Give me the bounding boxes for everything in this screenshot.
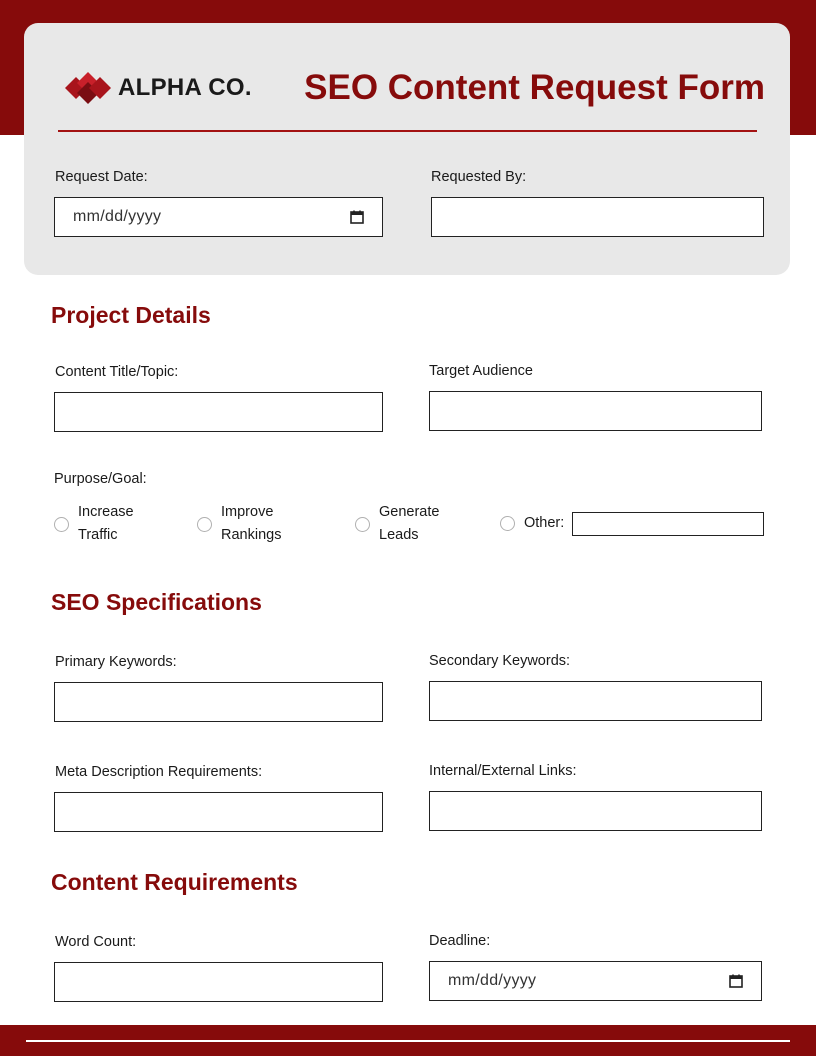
company-logo [60,72,252,104]
calendar-icon[interactable] [350,210,364,224]
purpose-goal-label: Purpose/Goal: [54,471,147,487]
radio-label-line1: Generate [379,504,440,520]
deadline-placeholder: mm/dd/yyyy [448,972,537,989]
request-date-label: Request Date: [55,169,148,185]
request-date-input[interactable] [54,197,383,237]
radio-label-line1: Improve [221,504,274,520]
links-label: Internal/External Links: [429,763,577,779]
radio-circle-icon[interactable] [197,517,212,532]
target-audience-label: Target Audience [429,363,533,379]
section-title-project-details: Project Details [51,302,211,328]
radio-circle-icon[interactable] [500,516,515,531]
radio-label-line2: Traffic [78,527,118,543]
logo-text: ALPHA CO. [118,74,252,101]
content-title-label: Content Title/Topic: [55,364,179,380]
deadline-label: Deadline: [429,933,491,949]
section-title-content-requirements: Content Requirements [51,869,298,895]
radio-circle-icon[interactable] [355,517,370,532]
word-count-input[interactable] [54,962,383,1002]
footer-divider [26,1040,790,1042]
primary-keywords-input[interactable] [54,682,383,722]
target-audience-input[interactable] [429,391,762,431]
radio-option-other[interactable] [500,512,564,535]
radio-label-line2: Rankings [221,527,282,543]
radio-option-improve-rankings[interactable] [197,501,281,547]
meta-description-label: Meta Description Requirements: [55,764,263,780]
deadline-input[interactable] [429,961,762,1001]
meta-description-input[interactable] [54,792,383,832]
secondary-keywords-input[interactable] [429,681,762,721]
requested-by-input[interactable] [431,197,764,237]
primary-keywords-label: Primary Keywords: [55,654,177,670]
links-input[interactable] [429,791,762,831]
word-count-label: Word Count: [55,934,137,950]
request-date-placeholder: mm/dd/yyyy [73,208,162,225]
section-title-seo-specifications: SEO Specifications [51,589,262,615]
calendar-icon[interactable] [729,974,743,988]
radio-label-line1: Increase [78,504,134,520]
secondary-keywords-label: Secondary Keywords: [429,653,571,669]
radio-circle-icon[interactable] [54,517,69,532]
radio-option-generate-leads[interactable] [355,501,439,547]
requested-by-label: Requested By: [431,169,527,185]
header-card [24,23,790,275]
page-title: SEO Content Request Form [304,68,765,107]
radio-label-line2: Leads [379,527,419,543]
content-title-input[interactable] [54,392,383,432]
diamond-logo-icon [60,72,112,104]
radio-option-increase-traffic[interactable] [54,501,134,547]
other-goal-input[interactable] [572,512,764,536]
radio-label-other: Other: [524,515,565,531]
header-divider [58,130,757,132]
